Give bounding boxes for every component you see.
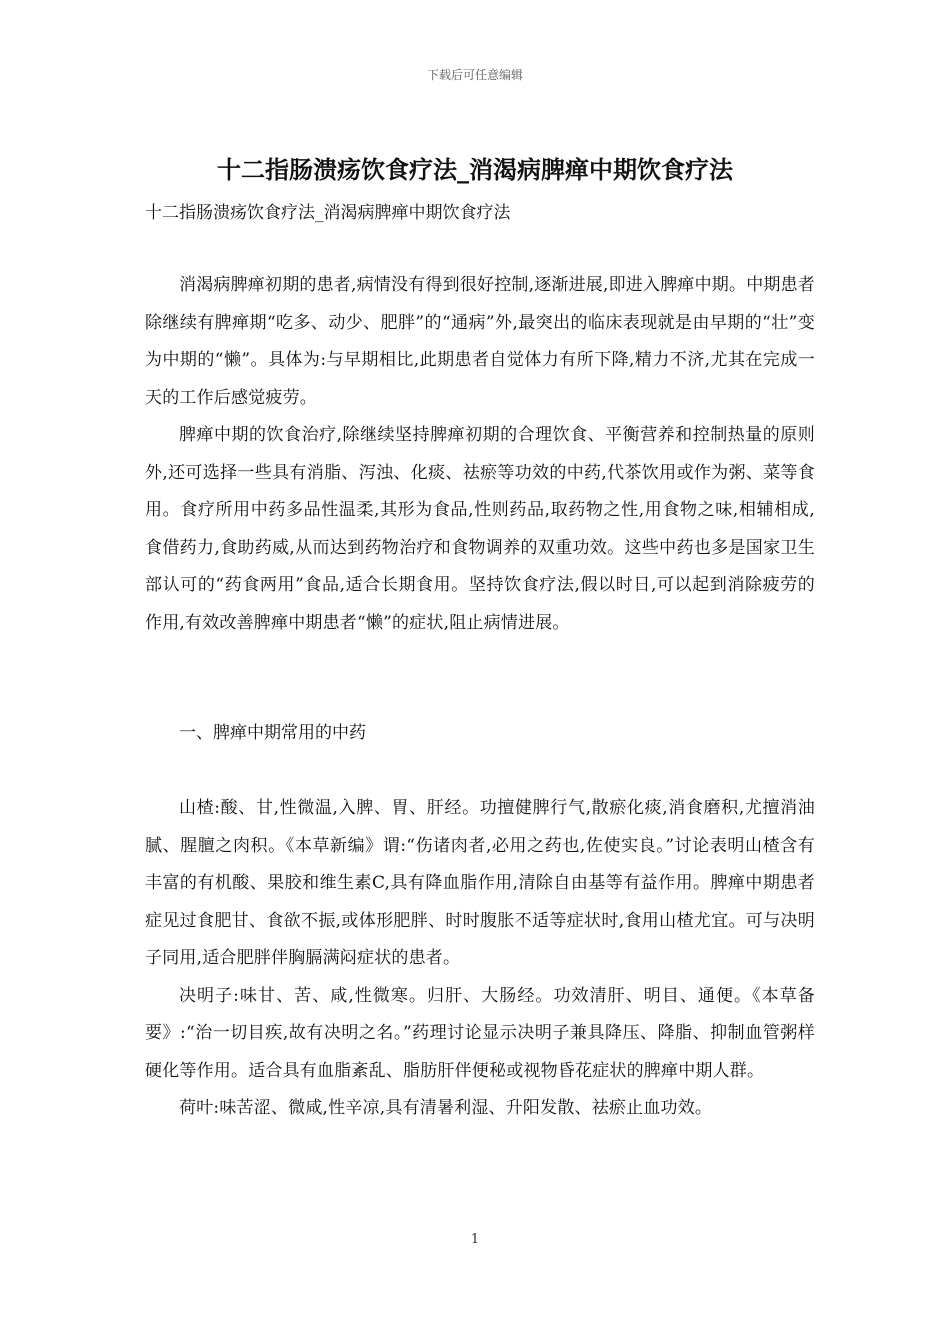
section-heading: 一、脾瘅中期常用的中药 — [179, 723, 366, 743]
document-title: 十二指肠溃疡饮食疗法_消渴病脾瘅中期饮食疗法 — [217, 155, 733, 184]
herb-paragraph-cassia-seed: 决明子:味甘、苦、咸,性微寒。归肝、大肠经。功效清肝、明目、通便。《本草备要》:“治一切目疾,故有决明之名。”药理讨论显示决明子兼具降压、降脂、抑制血管粥样硬化等作用。适合具有血脂紊乱、脂肪肝伴便秘或视物昏花症状的脾瘅中期人群。 — [145, 985, 815, 1081]
paragraph-2: 脾瘅中期的饮食治疗,除继续坚持脾瘅初期的合理饮食、平衡营养和控制热量的原则外,还可选择一些具有消脂、泻浊、化痰、祛瘀等功效的中药,代茶饮用或作为粥、菜等食用。食疗所用中药多品性温柔,其形为食品,性则药品,取药物之性,用食物之味,相辅相成,食借药力,食助药威,从而达到药物治疗和食物调养的双重功效。这些中药也多是国家卫生部认可的“药食两用”食品,适合长期食用。坚持饮食疗法,假以时日,可以起到消除疲劳的作用,有效改善脾瘅中期患者“懒”的症状,阻止病情进展。 — [145, 425, 815, 633]
document-subtitle: 十二指肠溃疡饮食疗法_消渴病脾瘅中期饮食疗法 — [145, 203, 511, 223]
herb-paragraph-hawthorn: 山楂:酸、甘,性微温,入脾、胃、肝经。功擅健脾行气,散瘀化痰,消食磨积,尤擅消油腻、腥膻之肉积。《本草新编》谓:“伤诸肉者,必用之药也,佐使实良。”讨论表明山楂含有丰富的有机酸、果胶和维生素C,具有降血脂作用,清除自由基等有益作用。脾瘅中期患者症见过食肥甘、食欲不振,或体形肥胖、时时腹胀不适等症状时,食用山楂尤宜。可与决明子同用,适合肥胖伴胸膈满闷症状的患者。 — [145, 798, 815, 968]
header-note: 下载后可任意编辑 — [426, 68, 523, 82]
herb-paragraph-lotus-leaf: 荷叶:味苦涩、微咸,性辛凉,具有清暑利湿、升阳发散、祛瘀止血功效。 — [179, 1098, 713, 1118]
intro-body — [145, 267, 815, 642]
page-number: 1 — [470, 1232, 480, 1247]
herb-list — [145, 790, 815, 1128]
paragraph-1: 消渴病脾瘅初期的患者,病情没有得到很好控制,逐渐进展,即进入脾瘅中期。中期患者除继续有脾瘅期“吃多、动少、肥胖”的“通病”外,最突出的临床表现就是由早期的“壮”变为中期的“懒”。具体为:与早期相比,此期患者自觉体力有所下降,精力不济,尤其在完成一天的工作后感觉疲劳。 — [145, 275, 816, 408]
